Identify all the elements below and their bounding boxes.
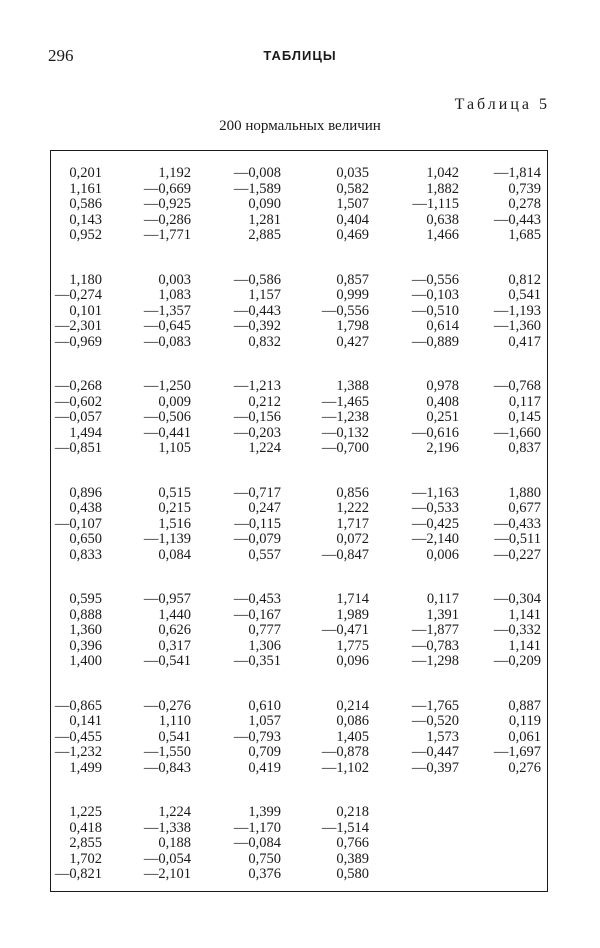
table-cell: —0,455 <box>54 728 102 745</box>
table-cell: —0,167 <box>233 606 281 623</box>
table-cell: —0,520 <box>411 713 459 729</box>
table-cell: 1,775 <box>336 637 369 654</box>
table-cell: —0,433 <box>493 515 541 532</box>
table-cell: 1,042 <box>426 165 459 181</box>
table-cell: —0,851 <box>54 440 102 456</box>
table-cell: 0,610 <box>248 697 281 714</box>
table-cell: 0,006 <box>426 546 459 563</box>
table-cell: 1,798 <box>336 318 369 334</box>
table-cell: —0,447 <box>411 744 459 760</box>
table-cell: —0,083 <box>143 333 191 350</box>
table-cell: 1,685 <box>508 227 541 243</box>
table-cell: 0,143 <box>69 211 102 228</box>
table-cell: 0,582 <box>336 180 369 197</box>
table-cell: 0,276 <box>508 759 541 776</box>
table-cell: —1,771 <box>143 227 191 243</box>
table-cell: 0,580 <box>336 866 369 882</box>
table-cell: 0,117 <box>508 393 541 410</box>
table-cell: —0,425 <box>411 515 459 532</box>
table-cell: —1,102 <box>321 759 369 776</box>
table-cell: 0,638 <box>426 211 459 228</box>
table-cell: 0,101 <box>69 302 102 319</box>
table-cell: 0,650 <box>69 531 102 547</box>
table-cell: —1,213 <box>233 378 281 394</box>
table-cell: —0,510 <box>411 302 459 319</box>
table-cell: —0,332 <box>493 622 541 638</box>
table-cell: 0,145 <box>508 409 541 425</box>
table-cell: —0,471 <box>321 622 369 638</box>
table-cell: —0,351 <box>233 653 281 669</box>
table-cell: 0,739 <box>508 180 541 197</box>
table-cell: —0,397 <box>411 759 459 776</box>
table-cell: 0,418 <box>69 819 102 836</box>
table-cell: 0,978 <box>426 378 459 394</box>
table-cell: 0,086 <box>336 713 369 729</box>
table-cell: —0,768 <box>493 378 541 394</box>
table-cell: —1,514 <box>321 819 369 836</box>
table-cell: 0,317 <box>158 637 191 654</box>
table-cell: —1,298 <box>411 653 459 669</box>
table-cell: 0,541 <box>508 287 541 303</box>
table-cell: 0,218 <box>336 804 369 820</box>
table-cell: —1,360 <box>493 318 541 334</box>
table-cell: 0,833 <box>69 546 102 563</box>
table-cell: —1,238 <box>321 409 369 425</box>
table-cell: —1,660 <box>493 424 541 441</box>
table-cell: —0,616 <box>411 424 459 441</box>
table-cell: 1,224 <box>158 804 191 820</box>
table-cell: 1,573 <box>426 728 459 745</box>
table-cell: 1,105 <box>158 440 191 456</box>
table-cell: —0,541 <box>143 653 191 669</box>
table-cell: 1,714 <box>336 591 369 607</box>
table-cell: —2,101 <box>143 866 191 882</box>
table-cell: 0,427 <box>336 333 369 350</box>
table-cell: —1,115 <box>412 196 459 212</box>
table-cell: —2,140 <box>411 531 459 547</box>
table-cell: 1,400 <box>69 653 102 669</box>
table-cell: —0,103 <box>411 287 459 303</box>
page-number: 296 <box>48 46 74 65</box>
table-cell: —1,170 <box>233 819 281 836</box>
table-cell: —0,079 <box>233 531 281 547</box>
table-cell: 0,035 <box>336 165 369 181</box>
table-cell: —1,139 <box>143 531 191 547</box>
table-cell: 0,251 <box>426 409 459 425</box>
table-cell: 1,399 <box>248 804 281 820</box>
table-cell: 0,061 <box>508 728 541 745</box>
table-cell: 0,117 <box>426 591 459 607</box>
table-cell: 0,837 <box>508 440 541 456</box>
table-cell: —0,511 <box>494 531 541 547</box>
table-cell: 1,306 <box>248 637 281 654</box>
table-cell: 2,855 <box>69 835 102 851</box>
table-cell: 0,096 <box>336 653 369 669</box>
table-cell: 1,157 <box>248 287 281 303</box>
table-cell: 0,417 <box>508 333 541 350</box>
table-cell: 1,466 <box>426 227 459 243</box>
table-cell: 0,376 <box>248 866 281 882</box>
table-cell: 0,188 <box>158 835 191 851</box>
table-cell: 0,952 <box>69 227 102 243</box>
table-cell: 0,404 <box>336 211 369 228</box>
table-cell: —0,586 <box>233 271 281 288</box>
table-cell: —2,301 <box>54 318 102 334</box>
table-cell: 0,750 <box>248 850 281 867</box>
table-cell: —0,115 <box>234 515 281 532</box>
table-cell: 0,090 <box>248 196 281 212</box>
table-cell: 1,141 <box>508 606 541 623</box>
table-cell: —0,602 <box>54 393 102 410</box>
table-cell: 0,614 <box>426 318 459 334</box>
table-cell: 1,405 <box>336 728 369 745</box>
table-cell: 1,057 <box>248 713 281 729</box>
table-cell: 0,214 <box>336 697 369 714</box>
table-cell: —0,843 <box>143 759 191 776</box>
table-cell: 1,360 <box>69 622 102 638</box>
table-cell: 1,222 <box>336 500 369 516</box>
table-cell: 1,499 <box>69 759 102 776</box>
table-cell: —0,957 <box>143 591 191 607</box>
table-cell: 0,887 <box>508 697 541 714</box>
table-caption: 200 нормальных величин <box>219 118 381 134</box>
table-cell: —0,203 <box>233 424 281 441</box>
table-cell: —0,276 <box>143 697 191 714</box>
table-cell: —0,506 <box>143 409 191 425</box>
table-cell: —0,700 <box>321 440 369 456</box>
table-cell: 0,389 <box>336 850 369 867</box>
table-cell: —1,193 <box>493 302 541 319</box>
table-cell: 0,072 <box>336 531 369 547</box>
table-cell: —0,227 <box>493 546 541 563</box>
table-cell: 1,702 <box>69 850 102 867</box>
table-cell: 1,440 <box>158 606 191 623</box>
table-cell: 1,989 <box>336 606 369 623</box>
table-cell: 0,247 <box>248 500 281 516</box>
table-cell: 0,856 <box>336 484 369 501</box>
table-cell: 2,196 <box>426 440 459 456</box>
table-cell: 0,541 <box>158 728 191 745</box>
table-cell: —0,084 <box>233 835 281 851</box>
table-cell: —0,645 <box>143 318 191 334</box>
table-cell: 1,507 <box>336 196 369 212</box>
table-cell: —1,589 <box>233 180 281 197</box>
table-cell: 0,408 <box>426 393 459 410</box>
table-cell: —0,969 <box>54 333 102 350</box>
table-cell: —0,865 <box>54 697 102 714</box>
table-label: Таблица 5 <box>454 96 550 113</box>
table-cell: —0,107 <box>54 515 102 532</box>
table-cell: —1,250 <box>143 378 191 394</box>
table-cell: 0,766 <box>336 835 369 851</box>
table-cell: 0,119 <box>508 713 541 729</box>
table-cell: —1,765 <box>411 697 459 714</box>
table-cell: —0,441 <box>143 424 191 441</box>
table-cell: 1,180 <box>69 271 102 288</box>
table-cell: —0,304 <box>493 591 541 607</box>
table-cell: —1,465 <box>321 393 369 410</box>
table-cell: —1,357 <box>143 302 191 319</box>
table-cell: —0,443 <box>493 211 541 228</box>
table-cell: —0,717 <box>233 484 281 501</box>
table-cell: 1,192 <box>158 165 191 181</box>
table-cell: 1,388 <box>336 378 369 394</box>
table-cell: 1,083 <box>158 287 191 303</box>
table-cell: 1,882 <box>426 180 459 197</box>
table-cell: 1,880 <box>508 484 541 501</box>
table-cell: 1,281 <box>248 211 281 228</box>
table-cell: 0,009 <box>158 393 191 410</box>
table-cell: 0,003 <box>158 271 191 288</box>
table-cell: 0,557 <box>248 546 281 563</box>
table-cell: —0,443 <box>233 302 281 319</box>
table-cell: —0,925 <box>143 196 191 212</box>
table-cell: —0,008 <box>233 165 281 181</box>
table-cell: 1,717 <box>336 515 369 532</box>
table-cell: 0,777 <box>248 622 281 638</box>
table-cell: —0,821 <box>54 866 102 882</box>
table-cell: 0,999 <box>336 287 369 303</box>
table-cell: —0,156 <box>233 409 281 425</box>
table-cell: 0,677 <box>508 500 541 516</box>
table-cell: —0,209 <box>493 653 541 669</box>
table-cell: 1,516 <box>158 515 191 532</box>
table-cell: —1,550 <box>143 744 191 760</box>
table-cell: 0,469 <box>336 227 369 243</box>
table-cell: 0,595 <box>69 591 102 607</box>
table-cell: 0,709 <box>248 744 281 760</box>
table-cell: —0,268 <box>54 378 102 394</box>
table-cell: 0,278 <box>508 196 541 212</box>
table-cell: —0,533 <box>411 500 459 516</box>
table-cell: —0,847 <box>321 546 369 563</box>
table-cell: 0,084 <box>158 546 191 563</box>
table-cell: 0,438 <box>69 500 102 516</box>
table-cell: —1,877 <box>411 622 459 638</box>
table-cell: 2,885 <box>248 227 281 243</box>
table-cell: 0,586 <box>69 196 102 212</box>
table-cell: 0,515 <box>158 484 191 501</box>
table-cell: 0,832 <box>248 333 281 350</box>
table-cell: —0,556 <box>321 302 369 319</box>
table-cell: —0,556 <box>411 271 459 288</box>
table-cell: —0,132 <box>321 424 369 441</box>
table-cell: —0,889 <box>411 333 459 350</box>
table-cell: —0,274 <box>54 287 102 303</box>
table-cell: —0,793 <box>233 728 281 745</box>
table-cell: —0,057 <box>54 409 102 425</box>
table-cell: 1,225 <box>69 804 102 820</box>
table-cell: 0,212 <box>248 393 281 410</box>
table-cell: —0,286 <box>143 211 191 228</box>
table-cell: 1,391 <box>426 606 459 623</box>
running-head: ТАБЛИЦЫ <box>263 48 337 63</box>
table-cell: 1,141 <box>508 637 541 654</box>
table-cell: —1,163 <box>411 484 459 501</box>
table-cell: 0,626 <box>158 622 191 638</box>
table-cell: 0,201 <box>69 165 102 181</box>
table-cell: 0,857 <box>336 271 369 288</box>
table-cell: —0,054 <box>143 850 191 867</box>
table-cell: 0,215 <box>158 500 191 516</box>
table-cell: 1,224 <box>248 440 281 456</box>
table-cell: 0,812 <box>508 271 541 288</box>
table-cell: 1,494 <box>69 424 102 441</box>
table-cell: —1,338 <box>143 819 191 836</box>
table-cell: 0,419 <box>248 759 281 776</box>
table-cell: —1,814 <box>493 165 541 181</box>
table-cell: —0,878 <box>321 744 369 760</box>
table-cell: —0,783 <box>411 637 459 654</box>
table-cell: 0,141 <box>69 713 102 729</box>
table-cell: —0,392 <box>233 318 281 334</box>
table-cell: 1,161 <box>69 180 102 197</box>
table-cell: 1,110 <box>158 713 191 729</box>
table-cell: —0,453 <box>233 591 281 607</box>
table-cell: —1,232 <box>54 744 102 760</box>
table-cell: —1,697 <box>493 744 541 760</box>
table-cell: 0,888 <box>69 606 102 623</box>
table-cell: 0,396 <box>69 637 102 654</box>
table-cell: —0,669 <box>143 180 191 197</box>
table-cell: 0,896 <box>69 484 102 501</box>
